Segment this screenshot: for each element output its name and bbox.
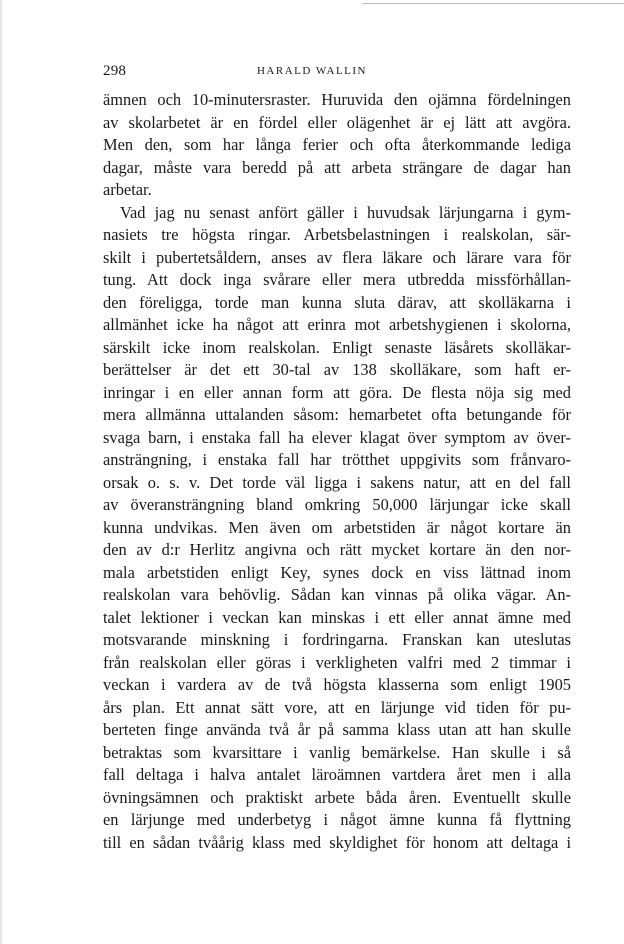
text-line: fall deltaga i halva antalet läroämnen vartdera året men i alla xyxy=(103,765,571,784)
text-line: särskilt icke inom realskolan. Enligt senaste läsårets skolläkar- xyxy=(103,337,571,357)
page-number: 298 xyxy=(103,63,127,79)
text-line: berteten finge använda två år på samma klass utan att han skulle xyxy=(103,720,571,739)
text-line: mala arbetstiden enligt Key, synes dock en viss lättnad inom xyxy=(103,562,571,582)
text-line: från realskolan eller göras i verkligheten valfri med 2 timmar i xyxy=(103,652,571,672)
text-line: berättelser är det ett 30-tal av 138 skolläkare, som haft er- xyxy=(103,360,571,379)
text-line: talet lektioner i veckan kan minskas i ett eller annat ämne med xyxy=(103,607,571,627)
paragraph xyxy=(103,202,571,855)
text-line: arbetar. xyxy=(103,180,152,199)
text-line: kunna undvikas. Men även om arbetstiden är något kortare än xyxy=(103,517,571,537)
text-line: inringar i en eller annan form att göra. De flesta nöja sig med xyxy=(103,382,571,402)
text-line: av överansträngning bland omkring 50,000 lärjungar icke skall xyxy=(103,495,571,514)
body-text xyxy=(103,89,571,854)
running-title: HARALD WALLIN xyxy=(256,65,368,77)
paragraph xyxy=(103,89,571,202)
text-line: veckan i vardera av de två högsta klasserna som enligt 1905 xyxy=(103,675,571,694)
text-line: motsvarande minskning i fordringarna. Franskan kan uteslutas xyxy=(103,630,571,649)
text-line: dagar, måste vara beredd på att arbeta strängare de dagar han xyxy=(103,157,571,177)
text-line: allmänhet icke ha något att erinra mot arbetshygienen i skolorna, xyxy=(103,315,571,334)
text-line: realskolan vara behövlig. Sådan kan vinnas på olika vägar. An- xyxy=(103,585,571,604)
text-line: den av d:r Herlitz angivna och rätt mycket kortare än den nor- xyxy=(103,540,571,559)
text-line: Vad jag nu senast anfört gäller i huvudsak lärjungarna i gym- xyxy=(120,202,571,222)
text-line: tung. Att dock inga svårare eller mera utbredda missförhållan- xyxy=(103,270,571,289)
text-line: till en sådan tvåårig klass med skyldighet för honom att deltaga i xyxy=(103,832,571,852)
text-line: svaga barn, i enstaka fall ha elever klagat över symptom av över- xyxy=(103,427,571,447)
text-line: års plan. Ett annat sätt vore, att en lärjunge vid tiden för pu- xyxy=(103,697,571,717)
text-line: Men den, som har långa ferier och ofta återkommande lediga xyxy=(103,135,571,154)
text-line: den föreligga, torde man kunna sluta därav, att skolläkarna i xyxy=(103,292,571,312)
text-line: av skolarbetet är en fördel eller olägenhet är ej lätt att avgöra. xyxy=(103,112,571,132)
page-edge-shadow xyxy=(0,0,2,944)
text-line: nasiets tre högsta ringar. Arbetsbelastningen i realskolan, sär- xyxy=(103,225,571,244)
text-line: skilt i pubertetsåldern, anses av flera läkare och lärare vara för xyxy=(103,247,571,267)
text-line: en lärjunge med underbetyg i något ämne kunna få flyttning xyxy=(103,810,571,829)
text-line: övningsämnen och praktiskt arbete båda åren. Eventuellt skulle xyxy=(103,787,571,807)
text-line: mera allmänna uttalanden såsom: hemarbetet ofta betungande för xyxy=(103,405,571,424)
text-line: ämnen och 10-minutersraster. Huruvida den ojämna fördelningen xyxy=(103,90,571,109)
top-edge-rule xyxy=(362,3,624,4)
text-line: orsak o. s. v. Det torde väl ligga i sakens natur, att en del fall xyxy=(103,472,571,492)
text-line: ansträngning, i enstaka fall har trötthet uppgivits som frånvaro- xyxy=(103,450,571,469)
text-line: betraktas som kvarsittare i vanlig bemärkelse. Han skulle i så xyxy=(103,742,571,762)
